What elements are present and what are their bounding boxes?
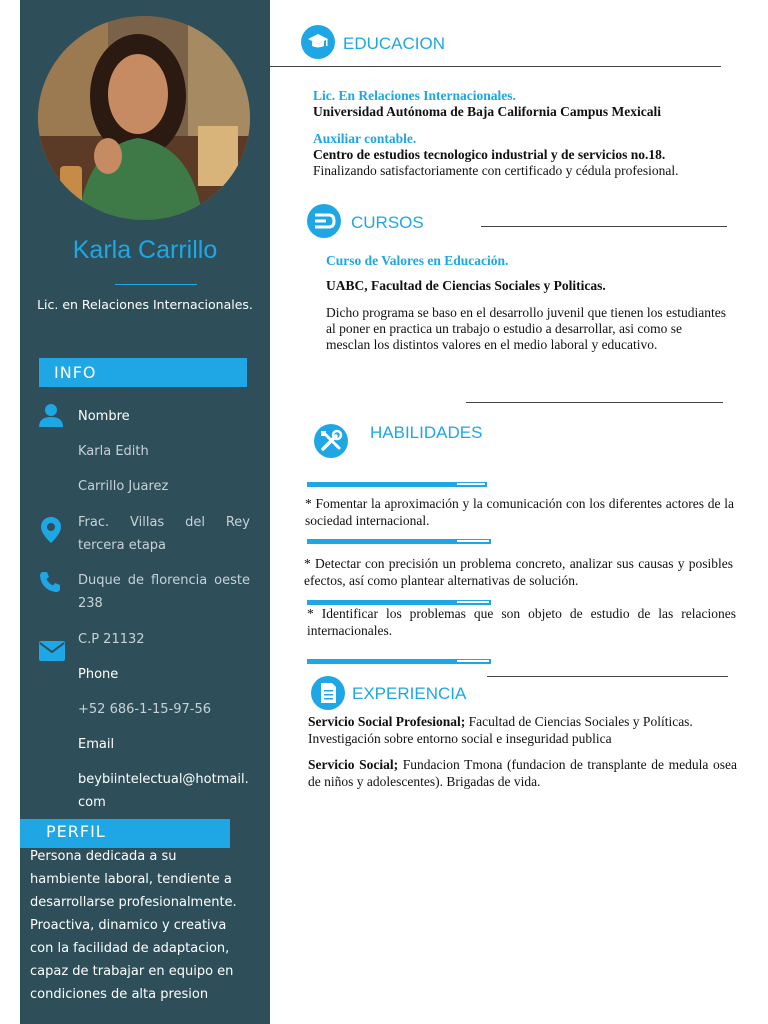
exp-2 <box>308 756 737 790</box>
email-address: beybiintelectual@hotmail.com <box>78 772 249 810</box>
habilidades-title: HABILIDADES <box>370 423 483 442</box>
skill-1: * Fomentar la aproximación y la comunicación con los diferentes actores de la sociedad internacional. <box>305 496 734 528</box>
address: Frac. Villas del Rey tercera etapa <box>78 515 250 553</box>
skill-3: * Identificar los problemas que son objeto de estudio de las relaciones internacionales. <box>307 606 736 638</box>
edu-2-heading: Auxiliar contable. <box>313 131 417 146</box>
name-divider <box>115 284 197 285</box>
profile-name: Karla Carrillo <box>72 236 218 264</box>
first-name: Karla Edith <box>78 444 149 459</box>
graduation-cap-icon <box>301 25 335 59</box>
course-description: Dicho programa se baso en el desarrollo juvenil que tienen los estudiantes al poner en practica un trabajo o estudio a desarrollar, asi como se mesclan los distintos valores en el medio laboral y educativo. <box>326 305 727 352</box>
document-icon <box>311 676 345 710</box>
course-title: Curso de Valores en Educación. <box>326 253 509 268</box>
skill-bar-2 <box>307 539 491 544</box>
name-label: Nombre <box>78 409 130 424</box>
profile-subtitle: Lic. en Relaciones Internacionales. <box>37 297 253 312</box>
last-name: Carrillo Juarez <box>78 479 169 494</box>
edu-2-line-1: Centro de estudios tecnologico industrial y de servicios no.18. <box>313 147 666 162</box>
cursos-title: CURSOS <box>351 213 424 232</box>
course-institution: UABC, Facultad de Ciencias Sociales y Politicas. <box>326 278 606 293</box>
perfil-text: Persona dedicada a su hambiente laboral, tendiente a desarrollarse profesionalmente. Proactiva, dinamico y creativa con la facilidad de adaptacion, capaz de trabajar en equipo en condiciones de alta presion <box>30 849 237 1002</box>
skill-bar-1 <box>307 482 487 487</box>
sidebar <box>20 0 270 1024</box>
experiencia-title: EXPERIENCIA <box>352 684 467 703</box>
cursos-divider <box>481 226 727 227</box>
info-title: INFO <box>39 358 247 387</box>
edu-1-line: Universidad Autónoma de Baja California Campus Mexicali <box>313 104 662 119</box>
phone-label: Phone <box>78 667 119 682</box>
person-icon <box>38 402 64 432</box>
street: Duque de florencia oeste 238 <box>78 573 250 611</box>
exp-1-label: Servicio Social Profesional; <box>308 714 466 729</box>
educacion-title: EDUCACION <box>343 34 446 53</box>
perfil-title: PERFIL <box>20 819 230 848</box>
skill-bar-4 <box>307 659 491 664</box>
phone-number: +52 686-1-15-97-56 <box>78 702 212 717</box>
cursos-bottom-divider <box>466 402 723 403</box>
skill-2: * Detectar con precisión un problema concreto, analizar sus causas y posibles efectos, así como plantear alternativas de solución. <box>304 556 733 588</box>
mail-icon <box>38 640 66 666</box>
postal-code: C.P 21132 <box>78 632 145 647</box>
experiencia-divider <box>487 676 728 677</box>
location-pin-icon <box>40 516 62 548</box>
edu-2-line-2: Finalizando satisfactoriamente con certificado y cédula profesional. <box>313 163 679 178</box>
exp-1-text: Facultad de Ciencias Sociales y Políticas. <box>465 714 693 729</box>
exp-2-label: Servicio Social; <box>308 757 399 772</box>
profile-photo <box>38 16 250 220</box>
exp-1 <box>308 713 738 747</box>
tools-icon <box>314 424 348 458</box>
exp-1-extra: Investigación sobre entorno social e inseguridad publica <box>308 731 612 746</box>
edu-1-heading: Lic. En Relaciones Internacionales. <box>313 88 516 103</box>
email-label: Email <box>78 737 115 752</box>
phone-icon <box>38 570 62 598</box>
educacion-divider <box>268 66 721 67</box>
exp-2-text: Fundacion Tmona (fundacion de transplante de medula osea de niños y adolescentes). Brigadas de vida. <box>308 757 737 789</box>
courses-icon <box>307 204 341 238</box>
